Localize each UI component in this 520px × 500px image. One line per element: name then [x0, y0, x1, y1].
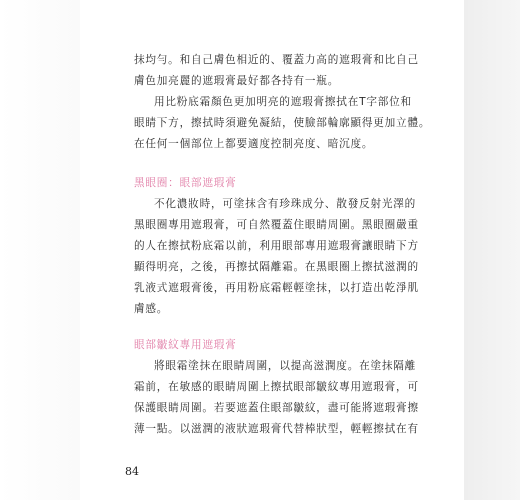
body-line: 膚感。 — [134, 303, 169, 315]
body-line: 顯得明亮，之後，再擦拭隔離霜。在黑眼圈上擦拭滋潤的 — [134, 261, 419, 273]
body-line: 用比粉底霜顏色更加明亮的遮瑕膏擦拭在T字部位和 — [154, 96, 412, 108]
body-line: 乳液式遮瑕膏後，再用粉底霜輕輕塗抹，以打造出乾淨肌 — [134, 282, 419, 294]
body-line: 抹均勻。和自己膚色相近的、覆蓋力高的遮瑕膏和比自己 — [134, 54, 419, 66]
body-line: 保護眼睛周圍。若要遮蓋住眼部皺紋，盡可能將遮瑕膏擦 — [134, 402, 419, 414]
page-left-margin — [0, 0, 80, 500]
body-line: 霜前，在敏感的眼睛周圍上擦拭眼部皺紋專用遮瑕膏，可 — [134, 381, 419, 393]
body-line: 薄一點。以滋潤的液狀遮瑕膏代替棒狀型，輕輕擦拭在有 — [134, 423, 419, 435]
page-right-shadow — [464, 0, 520, 500]
body-line: 在任何一個部位上都要適度控制亮度、暗沉度。 — [134, 138, 374, 150]
body-line: 眼睛下方，擦拭時須避免凝結，使臉部輪廓顯得更加立體。 — [134, 117, 431, 129]
body-line: 不化濃妝時，可塗抹含有珍珠成分、散發反射光澤的 — [154, 198, 417, 210]
page-number: 84 — [125, 465, 139, 478]
section-heading: 眼部皺紋專用遮瑕膏 — [134, 339, 237, 351]
body-line: 膚色加亮麗的遮瑕膏最好都各持有一瓶。 — [134, 75, 340, 87]
body-line: 的人在擦拭粉底霜以前，利用眼部專用遮瑕膏讓眼睛下方 — [134, 240, 419, 252]
body-line: 黑眼圈專用遮瑕膏，可自然覆蓋住眼睛周圍。黑眼圈嚴重 — [134, 219, 419, 231]
section-heading: 黑眼圈：眼部遮瑕膏 — [134, 177, 237, 189]
body-line: 將眼霜塗抹在眼睛周圍，以提高滋潤度。在塗抹隔離 — [154, 360, 417, 372]
